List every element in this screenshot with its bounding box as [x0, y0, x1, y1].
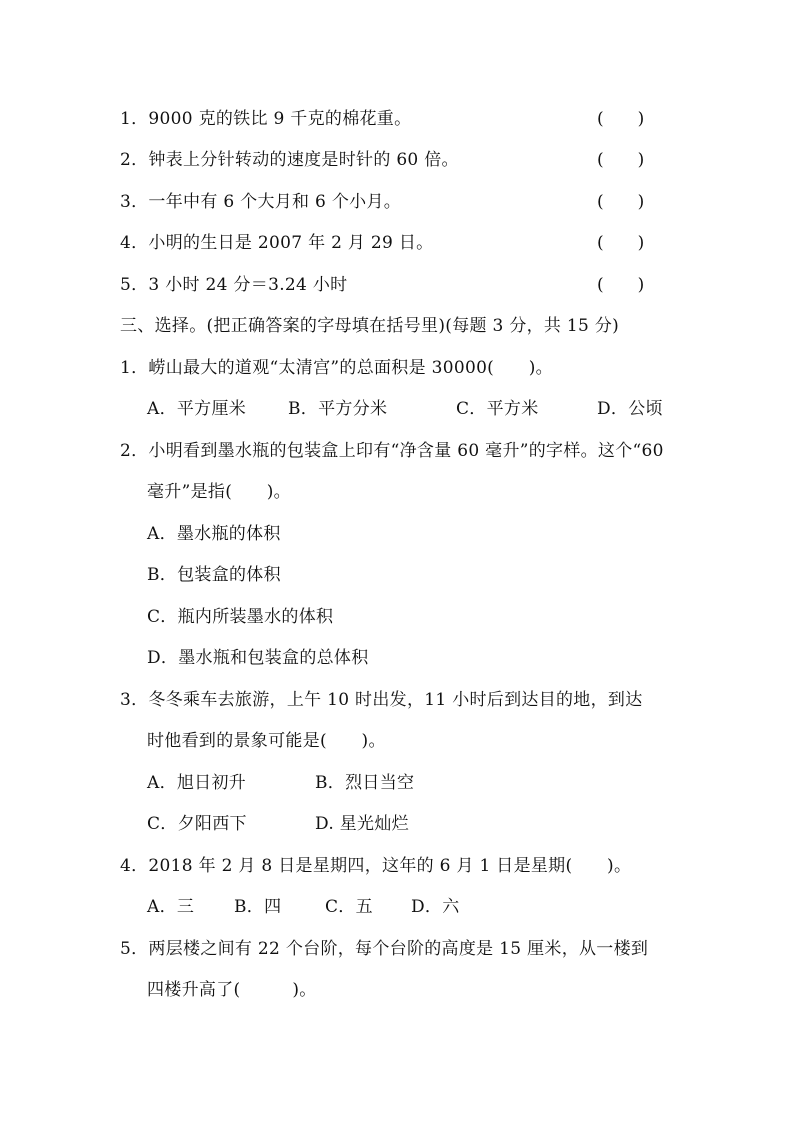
judge-item-4: 4．小明的生日是 2007 年 2 月 29 日。: [120, 233, 434, 253]
q4-option-c[interactable]: C．五: [325, 897, 373, 917]
q1-option-c[interactable]: C．平方米: [456, 399, 539, 419]
judge-item-3: 3．一年中有 6 个大月和 6 个小月。: [120, 192, 402, 212]
judge-blank-4[interactable]: ( ): [597, 233, 645, 253]
judge-item-2: 2．钟表上分针转动的速度是时针的 60 倍。: [120, 150, 459, 170]
q2-option-d[interactable]: D．墨水瓶和包装盒的总体积: [147, 648, 369, 668]
q5-stem-line-1: 5．两层楼之间有 22 个台阶，每个台阶的高度是 15 厘米，从一楼到: [120, 939, 649, 959]
judge-blank-1[interactable]: ( ): [597, 109, 645, 129]
q3-stem-line-2: 时他看到的景象可能是( )。: [147, 731, 386, 751]
judge-item-5: 5．3 小时 24 分＝3.24 小时: [120, 275, 348, 295]
q4-option-d[interactable]: D．六: [411, 897, 460, 917]
q4-stem: 4．2018 年 2 月 8 日是星期四，这年的 6 月 1 日是星期( )。: [120, 856, 632, 876]
q2-option-b[interactable]: B．包装盒的体积: [147, 565, 281, 585]
q3-option-d[interactable]: D. 星光灿烂: [315, 814, 409, 834]
q2-stem-line-2: 毫升”是指( )。: [147, 482, 291, 502]
q1-option-a[interactable]: A．平方厘米: [147, 399, 247, 419]
q5-stem-line-2: 四楼升高了( )。: [147, 980, 317, 1000]
q3-option-b[interactable]: B．烈日当空: [315, 773, 415, 793]
q2-stem-line-1: 2．小明看到墨水瓶的包装盒上印有“净含量 60 毫升”的字样。这个“60: [120, 441, 664, 461]
judge-item-1: 1．9000 克的铁比 9 千克的棉花重。: [120, 109, 412, 129]
q1-option-b[interactable]: B．平方分米: [288, 399, 388, 419]
judge-blank-3[interactable]: ( ): [597, 192, 645, 212]
judge-blank-2[interactable]: ( ): [597, 150, 645, 170]
q3-stem-line-1: 3．冬冬乘车去旅游，上午 10 时出发，11 小时后到达目的地，到达: [120, 690, 643, 710]
q1-stem: 1．崂山最大的道观“太清宫”的总面积是 30000( )。: [120, 358, 553, 378]
q4-option-a[interactable]: A．三: [147, 897, 195, 917]
q1-option-d[interactable]: D．公顷: [597, 399, 663, 419]
q3-option-c[interactable]: C．夕阳西下: [147, 814, 247, 834]
q4-option-b[interactable]: B．四: [234, 897, 282, 917]
q2-option-c[interactable]: C．瓶内所装墨水的体积: [147, 607, 334, 627]
q2-option-a[interactable]: A．墨水瓶的体积: [147, 524, 281, 544]
q3-option-a[interactable]: A．旭日初升: [147, 773, 247, 793]
section-3-heading: 三、选择。(把正确答案的字母填在括号里)(每题 3 分，共 15 分): [120, 316, 620, 336]
judge-blank-5[interactable]: ( ): [597, 275, 645, 295]
